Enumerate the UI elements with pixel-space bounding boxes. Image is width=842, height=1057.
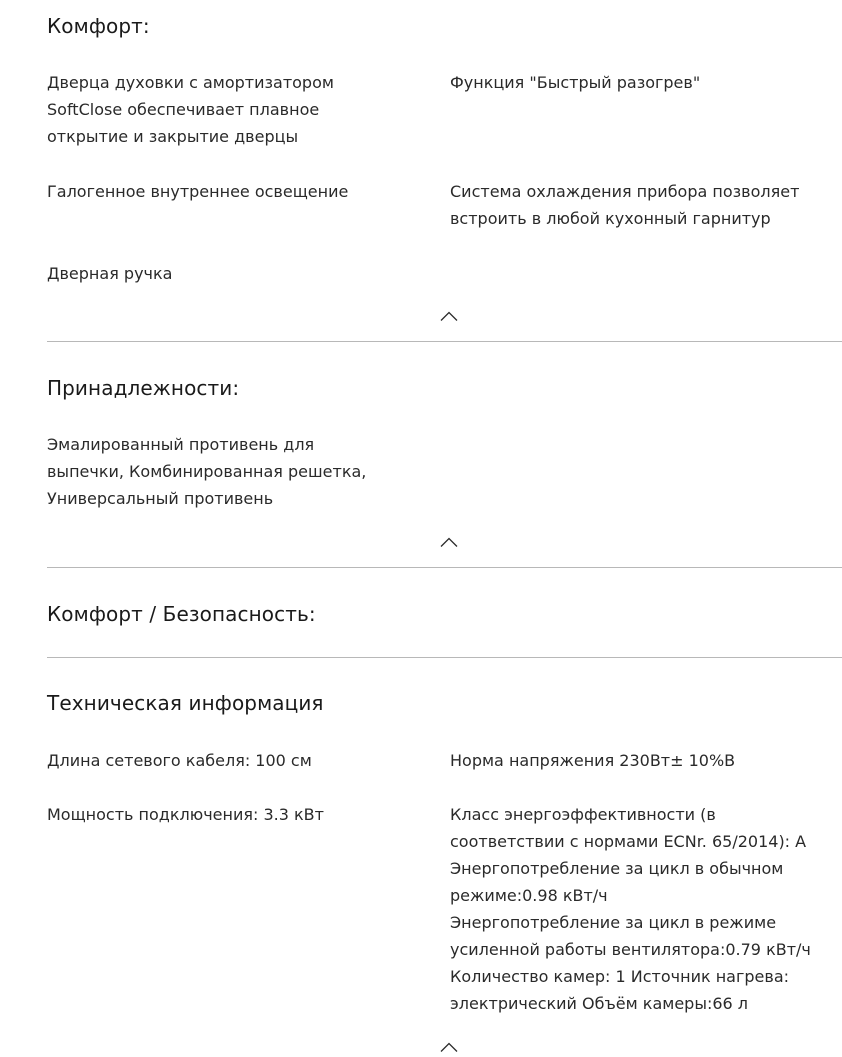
list-item: Галогенное внутреннее освещение bbox=[47, 182, 349, 201]
section-divider bbox=[47, 657, 842, 658]
list-item: Дверца духовки с амортизатором SoftClose обеспечивает плавное открытие и закрытие дверцы bbox=[47, 73, 334, 146]
collapse-tech-button[interactable] bbox=[440, 1038, 458, 1050]
chevron-up-icon bbox=[440, 1041, 458, 1053]
list-item-empty bbox=[450, 260, 842, 287]
list-item: Дверная ручка bbox=[47, 264, 173, 283]
chevron-up-icon bbox=[440, 310, 458, 322]
section-title-safety[interactable]: Комфорт / Безопасность: bbox=[47, 602, 316, 626]
tech-list bbox=[47, 747, 842, 1017]
comfort-list bbox=[47, 69, 842, 287]
list-item: Длина сетевого кабеля: 100 см bbox=[47, 751, 312, 770]
list-item: Класс энергоэффективности (в соответствии с нормами ECNr. 65/2014): A Энергопотребление за цикл в обычном режиме:0.98 кВт/ч Энергопотребление за цикл в режиме усиленной работы вентилятора:0.79 кВт/ч Количество камер: 1 Источник нагрева: электрический Объём камеры:66 л bbox=[450, 805, 811, 1013]
collapse-comfort-button[interactable] bbox=[440, 307, 458, 319]
list-item: Норма напряжения 230Вт± 10%В bbox=[450, 751, 736, 770]
section-title-tech: Техническая информация bbox=[47, 691, 324, 715]
section-divider bbox=[47, 341, 842, 342]
accessories-text: Эмалированный противень для выпечки, Комбинированная решетка, Универсальный противень bbox=[47, 435, 367, 508]
collapse-accessories-button[interactable] bbox=[440, 533, 458, 545]
list-item: Система охлаждения прибора позволяет встроить в любой кухонный гарнитур bbox=[450, 182, 800, 228]
section-title-accessories: Принадлежности: bbox=[47, 376, 240, 400]
list-item: Функция "Быстрый разогрев" bbox=[450, 73, 701, 92]
section-divider bbox=[47, 567, 842, 568]
section-title-comfort: Комфорт: bbox=[47, 14, 150, 38]
chevron-up-icon bbox=[440, 536, 458, 548]
list-item: Мощность подключения: 3.3 кВт bbox=[47, 805, 324, 824]
